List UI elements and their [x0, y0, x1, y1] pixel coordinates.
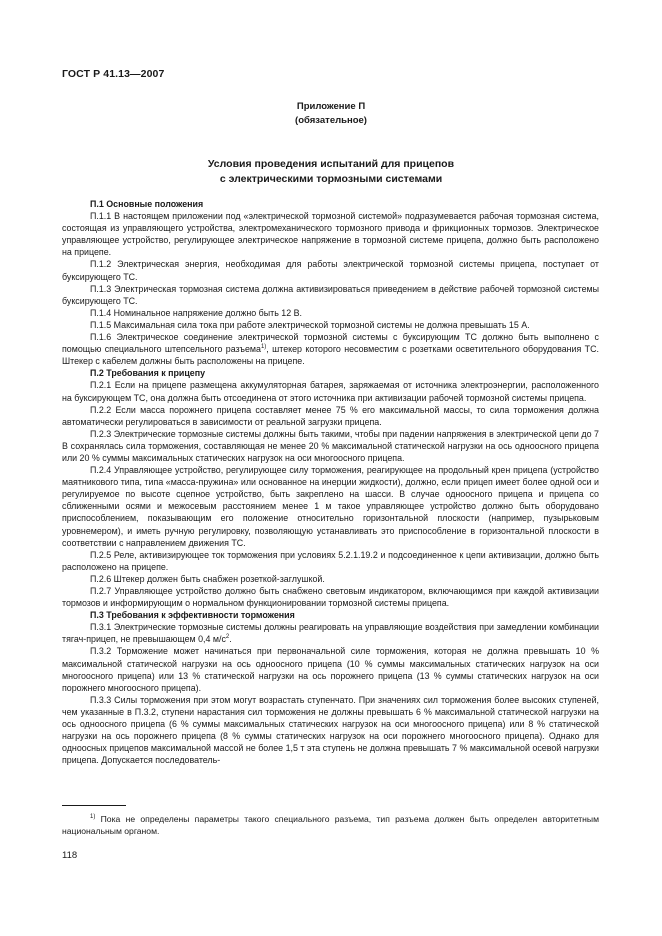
paragraph-p1-2: П.1.2 Электрическая энергия, необходимая для работы электрической тормозной системы прицепа, поступает от буксирующего ТС.: [62, 259, 599, 282]
paragraph-p3-1-text-b: .: [229, 634, 232, 645]
appendix-heading: [0, 100, 662, 128]
paragraph-p2-6: П.2.6 Штекер должен быть снабжен розеткой-заглушкой.: [90, 573, 325, 584]
paragraph-p1-1: П.1.1 В настоящем приложении под «электрической тормозной системой» подразумевается рабочая тормозная система, состоящая из управляющего устройства, электромеханического тормозного привода и фрикционных тормозов. Электрическое управляющее устройство, регулирующее электрическое напряжение в тормозной системе прицепа, должно быть расположено на прицепе.: [62, 211, 599, 258]
paragraph-p2-3: П.2.3 Электрические тормозные системы должны быть такими, чтобы при падении напряжения в электрической цепи до 7 В сохранялась сила торможения, составляющая не менее 20 % максимальной статической нагрузки на ось одноосного прицепа или 20 % суммы максимальных статических нагрузок на оси многоосного прицепа.: [62, 428, 599, 463]
paragraph-p1-6: [62, 331, 599, 367]
appendix-status: (обязательное): [295, 115, 367, 126]
footnote-divider: [62, 805, 126, 806]
appendix-title: [0, 157, 662, 187]
unit-exponent: 2: [225, 634, 230, 641]
paragraph-p2-5: П.2.5 Реле, активизирующее ток торможения при условиях 5.2.1.19.2 и подсоединенное к цепи активизации, должно быть расположено на прицепе.: [62, 549, 599, 572]
footnote: [62, 813, 599, 837]
page-number: 118: [62, 850, 78, 861]
paragraph-p3-1: [62, 621, 599, 645]
footnote-text-block: [62, 813, 599, 837]
paragraph-p3-3: П.3.3 Силы торможения при этом могут возрастать ступенчато. При значениях сил торможения более высоких ступеней, чем указанные в П.3.2, ступени нарастания сил торможения не должны превышать 6 % максимальной статической нагрузки на ось одноосного прицепа (6 % суммы максимальных статических нагрузок на оси многоосного прицепа) или 8 % статической нагрузки на ось порожнего прицепа (8 % суммы статических нагрузок на оси порожнего многоосного прицепа). Однако для одноосных прицепов максимальной массой не более 1,5 т эта ступень не должна превышать 7 % максимальной осевой нагрузки прицепа. Допускается последователь-: [62, 694, 599, 766]
footnote-text: Пока не определены параметры такого специального разъема, тип разъема должен быть определен авторитетным национальным органом.: [62, 814, 599, 836]
paragraph-p2-7: П.2.7 Управляющее устройство должно быть снабжено световым индикатором, включающимся при каждой активизации тормозов и информирующим о нормальном функционировании тормозной системы прицепа.: [62, 586, 599, 609]
section-heading-p2: П.2 Требования к прицепу: [90, 368, 206, 379]
paragraph-p1-6-text-a: П.1.6 Электрическое соединение электрической тормозной системы с буксирующим ТС должно быть выполнено с помощью специального штепсельного разъема: [62, 332, 599, 355]
paragraph-p2-2: П.2.2 Если масса порожнего прицепа составляет менее 75 % его максимальной массы, то сила торможения должна автоматически регулироваться в зависимости от реальной загрузки прицепа.: [62, 404, 599, 427]
paragraph-p1-4: П.1.4 Номинальное напряжение должно быть 12 В.: [90, 307, 303, 318]
paragraph-p1-5: П.1.5 Максимальная сила тока при работе электрической тормозной системы не должна превышать 15 А.: [90, 319, 530, 330]
paragraph-p3-1-text-a: П.3.1 Электрические тормозные системы должны реагировать на управляющие воздействия при замедлении комбинации тягач-прицеп, не превышающем 0,4 м/с: [62, 622, 599, 645]
footnote-reference: 1): [260, 344, 267, 351]
appendix-label: Приложение П: [296, 101, 366, 112]
paragraph-p1-3: П.1.3 Электрическая тормозная система должна активизироваться приведением в действие рабочей тормозной системы буксирующего ТС.: [62, 283, 599, 306]
document-body: [62, 198, 599, 766]
footnote-marker: 1): [90, 814, 96, 820]
paragraph-p2-4: П.2.4 Управляющее устройство, регулирующее силу торможения, реагирующее на продольный крен прицепа (устройство маятникового типа, типа «масса-пружина» или основанное на инерции жидкости), должно, если прицеп имеет более одной оси и регулируемое по высоте сцепное устройство, быть закреплено на шасси. В случае одноосного прицепа и прицепа со сближенными осями и межосевым расстоянием менее 1 м такое управляющее устройство должно быть оборудовано приспособлением, показывающим его положение относительно горизонтальной плоскости (например, пузырьковым уровнемером), и иметь ручную регулировку, позволяющую устанавливать это приспособление в горизонтальной плоскости в соответствии с направлением движения ТС.: [62, 465, 599, 548]
paragraph-p2-1: П.2.1 Если на прицепе размещена аккумуляторная батарея, заряжаемая от источника электроэнергии, расположенного на буксирующем ТС, она должна быть отсоединена от этого источника при активизации рабочей тормозной системы прицепа.: [62, 380, 599, 403]
appendix-title-line-2: с электрическими тормозными системами: [219, 173, 443, 185]
document-code-header: ГОСТ Р 41.13—2007: [62, 68, 165, 80]
appendix-title-line-1: Условия проведения испытаний для прицепов: [207, 158, 455, 170]
paragraph-p3-2: П.3.2 Торможение может начинаться при первоначальной силе торможения, которая не должна превышать 10 % максимальной статической нагрузки на ось одноосного прицепа (10 % суммы максимальных статических нагрузок на оси многоосного прицепа) или 13 % статической нагрузки на ось порожнего прицепа (13 % суммы статических нагрузок на оси порожнего многоосного прицепа).: [62, 646, 599, 693]
paragraph-p1-6-text-b: , штекер которого несовместим с розетками осветительного оборудования ТС. Штекер с кабелем должны быть расположены на прицепе.: [62, 344, 599, 367]
section-heading-p1: П.1 Основные положения: [90, 199, 204, 209]
section-heading-p3: П.3 Требования к эффективности торможения: [90, 610, 295, 621]
